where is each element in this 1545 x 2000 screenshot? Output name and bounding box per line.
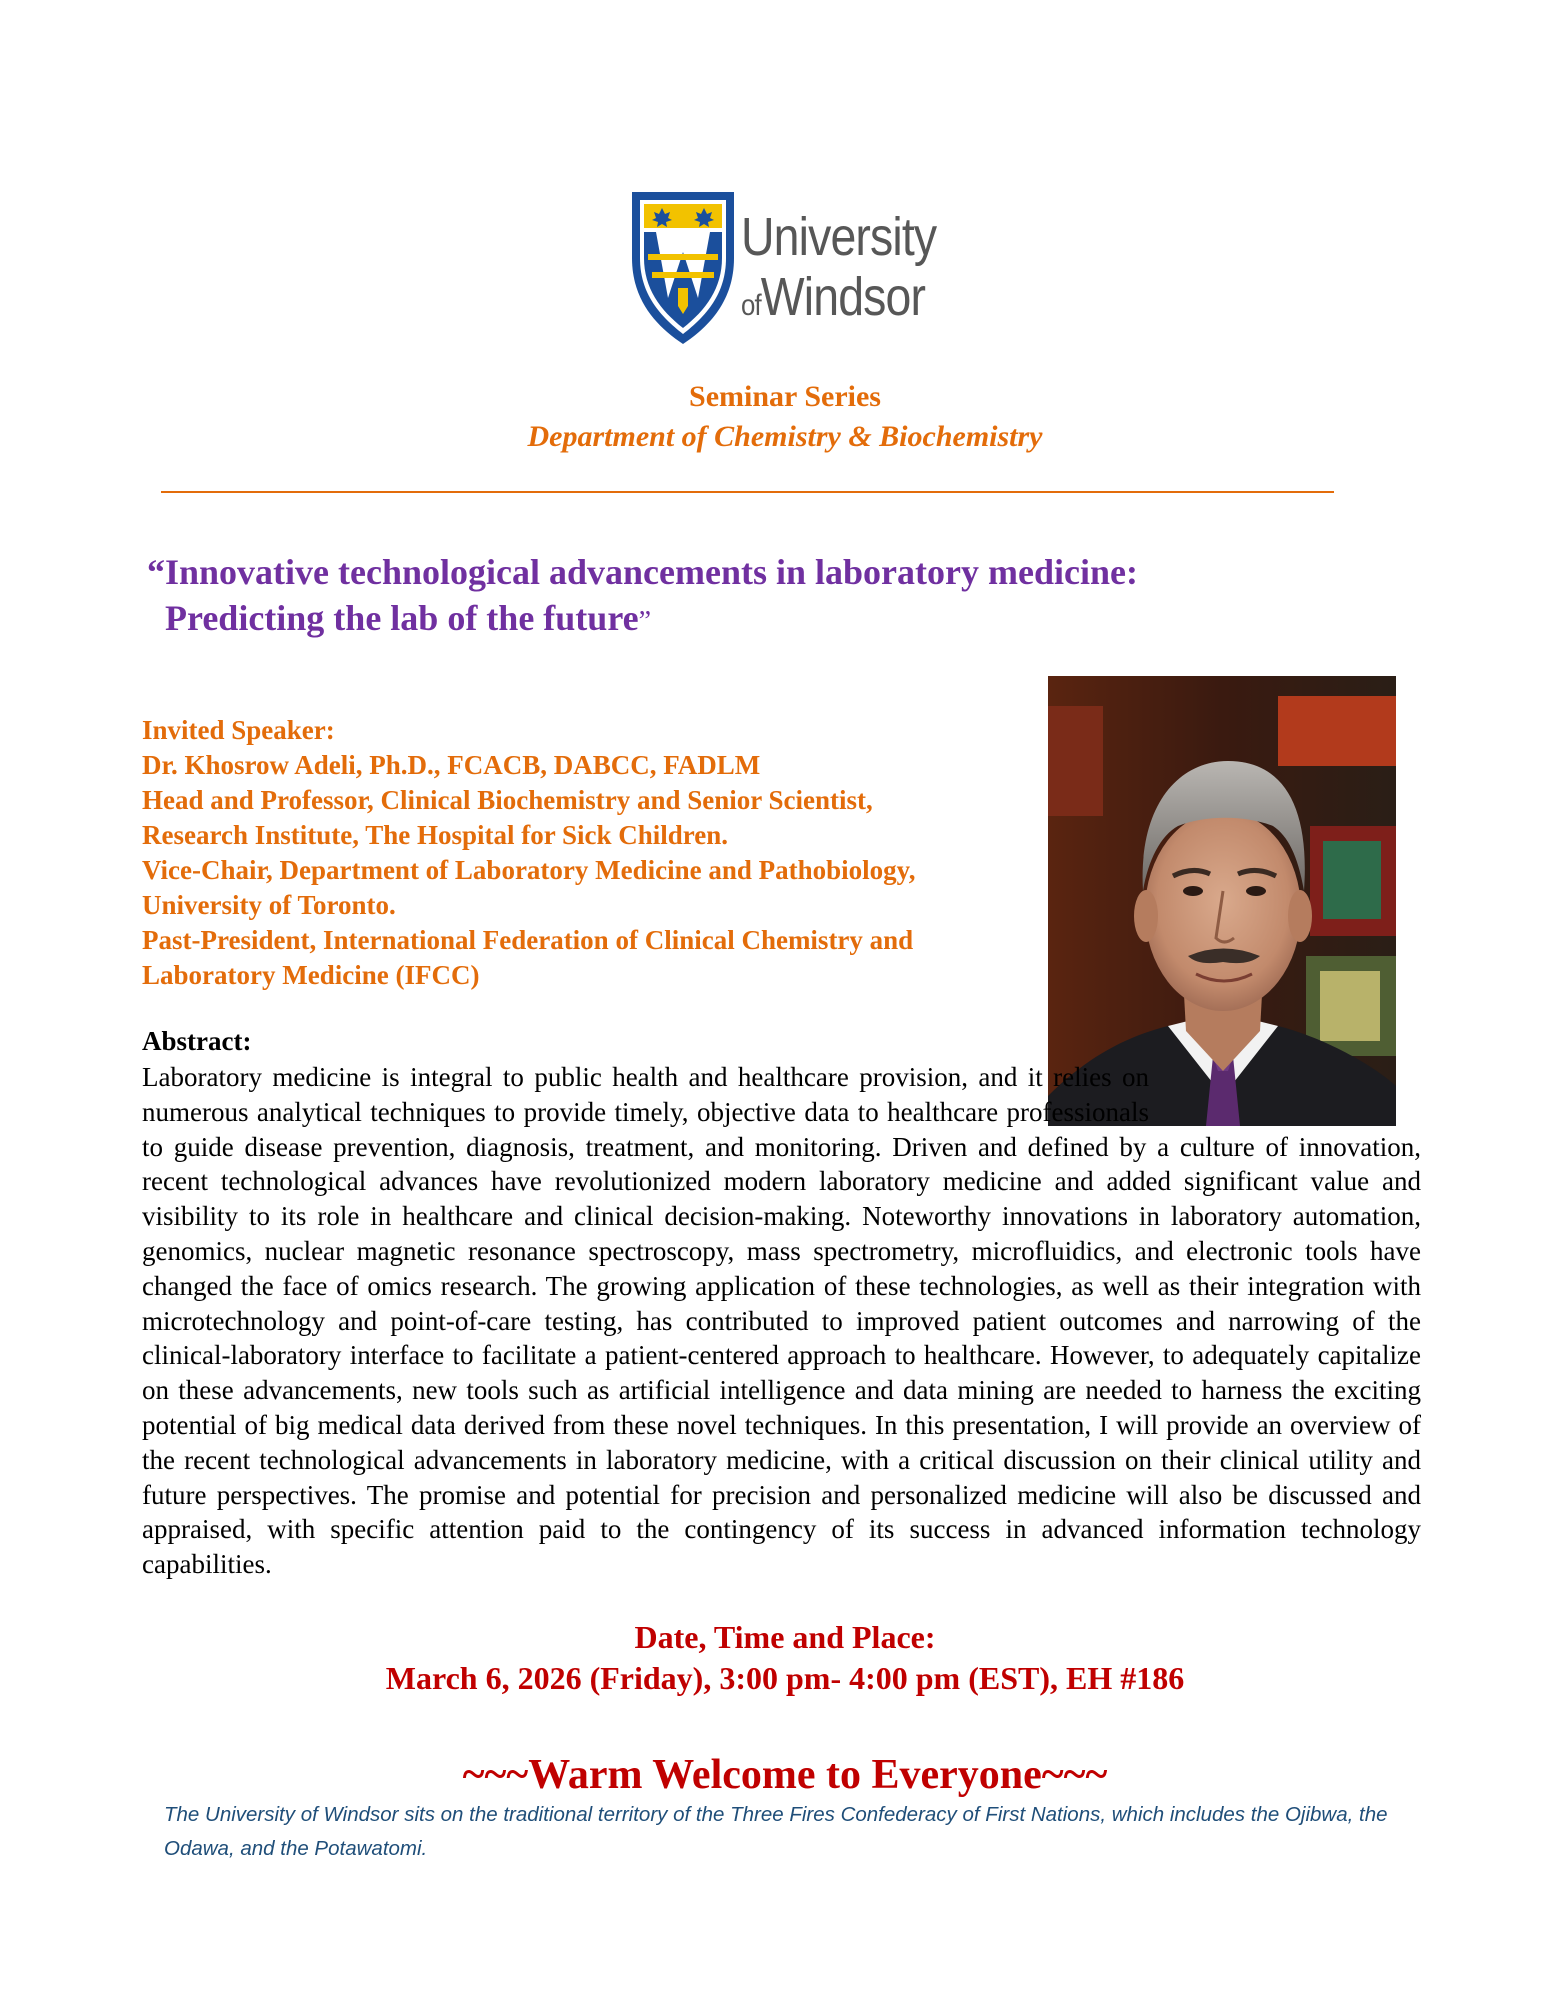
department-name: Department of Chemistry & Biochemistry bbox=[527, 420, 1043, 453]
event-details: March 6, 2026 (Friday), 3:00 pm- 4:00 pm (EST), EH #186 bbox=[385, 1660, 1185, 1696]
header-divider bbox=[161, 491, 1334, 493]
logo-of-windsor bbox=[741, 267, 936, 327]
title-line-2-wrap bbox=[147, 595, 1397, 645]
abstract-heading: Abstract: bbox=[142, 1026, 252, 1056]
title-close-quote: ” bbox=[638, 606, 652, 637]
logo-university-text: University bbox=[741, 207, 937, 267]
speaker-info bbox=[142, 713, 1022, 993]
land-acknowledgement: The University of Windsor sits on the traditional territory of the Three Fires Confederacy of First Nations, which includes the Ojibwa, the Odawa, and the Potawatomi. bbox=[164, 1803, 1388, 1860]
speaker-portrait-illustration bbox=[1048, 676, 1396, 1126]
university-logo bbox=[628, 188, 940, 350]
speaker-line: Invited Speaker: bbox=[142, 715, 335, 745]
seminar-series-label: Seminar Series bbox=[689, 380, 881, 413]
abstract-body: Laboratory medicine is integral to public health and healthcare provision, and it relies on numerous analytical techniques to provide timely, objective data to healthcare professionals to guide disease prevention, diagnosis, treatment, and monitoring. Driven and defined by a culture of innovation, recent technological advances have revolutionized modern laboratory medicine and added significant value and visibility to its role in healthcare and clinical decision-making. Noteworthy innovations in laboratory automation, genomics, nuclear magnetic resonance spectroscopy, mass spectrometry, microfluidics, and electronic tools have changed the face of omics research. The growing application of these technologies, as well as their integration with microtechnology and point-of-care testing, has contributed to improved patient outcomes and narrowing of the clinical-laboratory interface to facilitate a patient-centered approach to healthcare. However, to adequately capitalize on these advancements, new tools such as artificial intelligence and data mining are needed to harness the exciting potential of big medical data derived from these novel techniques. In this presentation, I will provide an overview of the recent technological advancements in laboratory medicine, with a critical discussion on their clinical utility and future perspectives. The promise and potential for precision and personalized medicine will also be discussed and appraised, with specific attention paid to the contingency of its success in advanced information technology capabilities. bbox=[142, 1062, 1421, 1580]
logo-of-text: of bbox=[741, 289, 761, 322]
speaker-line: Laboratory Medicine (IFCC) bbox=[142, 960, 480, 990]
title-line-2: Predicting the lab of the future bbox=[165, 598, 639, 638]
logo-wordmark bbox=[741, 207, 968, 327]
speaker-line: Vice-Chair, Department of Laboratory Medicine and Pathobiology, bbox=[142, 855, 916, 885]
speaker-line: Past-President, International Federation of Clinical Chemistry and bbox=[142, 925, 914, 955]
speaker-name: Dr. Khosrow Adeli, Ph.D., FCACB, DABCC, FADLM bbox=[142, 750, 761, 780]
speaker-line: Head and Professor, Clinical Biochemistry and Senior Scientist, bbox=[142, 785, 873, 815]
welcome-banner: ~~~Warm Welcome to Everyone~~~ bbox=[462, 1752, 1108, 1798]
title-line-1: Innovative technological advancements in laboratory medicine: bbox=[165, 552, 1138, 592]
speaker-photo bbox=[1048, 676, 1396, 1126]
event-details-label: Date, Time and Place: bbox=[634, 1619, 936, 1655]
title-open-quote: “ bbox=[147, 552, 165, 592]
photo-spacer bbox=[1149, 1060, 1421, 1124]
speaker-line: University of Toronto. bbox=[142, 890, 396, 920]
logo-windsor-text: Windsor bbox=[760, 267, 926, 327]
speaker-line: Research Institute, The Hospital for Sick Children. bbox=[142, 820, 729, 850]
talk-title bbox=[147, 549, 1397, 645]
abstract-section bbox=[142, 1060, 1421, 1582]
shield-icon bbox=[628, 188, 738, 348]
